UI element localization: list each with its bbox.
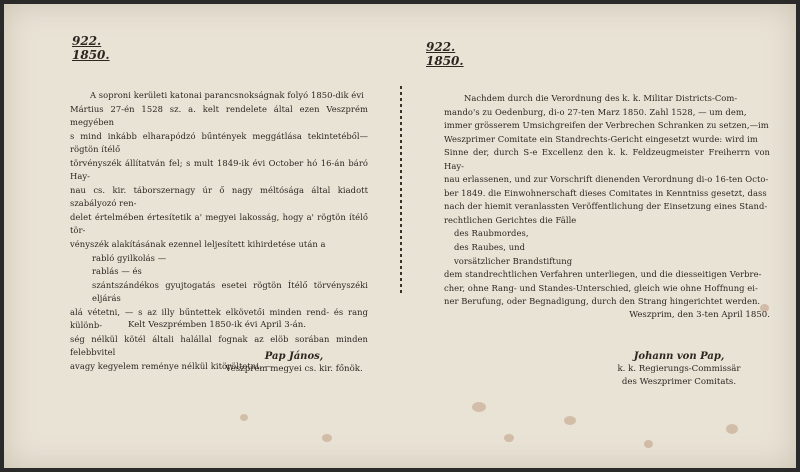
crime-item: vorsätzlicher Brandstiftung	[454, 255, 573, 266]
body-line: alá vétetni, — s az illy bűntettek elkövetői minden rend- és rang különb-	[70, 306, 368, 331]
year-text: 1850.	[426, 54, 464, 68]
body-line: dem standrechtlichen Verfahren unterliegen, und die diesseitigen Verbre-	[444, 269, 762, 280]
body-line: ség nélkül kötél általi halállal fognak az elöb sorában minden felebbvitel	[70, 333, 368, 358]
body-line: A soproni kerületi katonai parancsnokságnak folyó 1850-dik évi	[90, 90, 364, 100]
signer-name: Johann von Pap,	[633, 351, 725, 362]
place-date: Weszprim, den 3-ten April 1850.	[629, 310, 770, 320]
body-line: szántszándékos gyujtogatás esetei rögtön Ítélő törvényszéki eljárás	[92, 279, 368, 304]
number-text: 922.	[72, 34, 102, 48]
crime-item: des Raubmordes,	[454, 228, 529, 239]
body-line: Weszprimer Comitate ein Standrechts-Gericht eingesetzt wurde: wird im	[444, 133, 758, 144]
body-line: nau erlassenen, und zur Vorschrift dienenden Verordnung di-o 16-ten Octo-	[444, 174, 769, 185]
body-line: Nachdem durch die Verordnung des k. k. Militar Districts-Com-	[464, 93, 738, 103]
body-line: törvényszék állítatván fel; s mult 1849-ik évi October hó 16-án báró Hay-	[70, 157, 368, 182]
body-line: nach der hiemit veranlassten Veröffentlichung der Einsetzung eines Stand-	[444, 201, 768, 212]
place-date: Kelt Veszprémben 1850-ik évi April 3-án.	[128, 320, 307, 330]
body-line: rechtlichen Gerichtes die Fälle	[444, 214, 577, 225]
document-sheet	[4, 4, 796, 468]
body-line: nau cs. kir. táborszernagy úr ő nagy méltósága által kiadott szabályozó ren-	[70, 184, 368, 209]
document-number	[426, 40, 464, 68]
body-line: Sinne der, durch S-e Excellenz den k. k. Feldzeugmeister Freiherrn von Hay-	[444, 147, 770, 171]
signer-title: k. k. Regierungs-Commissär	[617, 364, 741, 374]
crime-list	[70, 252, 368, 279]
german-column	[414, 4, 790, 468]
crime-item: rablás — és	[92, 266, 142, 277]
document-number	[72, 34, 110, 62]
year-text: 1850.	[72, 48, 110, 62]
body-line: ber 1849. die Einwohnerschaft dieses Comitates in Kenntniss gesetzt, dass	[444, 187, 767, 198]
column-separator	[397, 86, 405, 294]
signer-name: Pap János,	[264, 351, 324, 362]
hungarian-body	[70, 89, 368, 373]
body-line: Mártius 27-én 1528 sz. a. kelt rendelete által ezen Veszprém megyében	[70, 103, 368, 128]
number-text: 922.	[426, 40, 456, 54]
body-line: ner Berufung, oder Begnadigung, durch den Strang hingerichtet werden.	[444, 296, 761, 307]
crime-item: des Raubes, und	[454, 242, 526, 253]
hungarian-column	[14, 4, 386, 468]
body-line: cher, ohne Rang- und Standes-Unterschied, gleich wie ohne Hoffnung ei-	[444, 282, 758, 293]
body-line: avagy kegyelem reménye nélkül kitöröltetni. —	[70, 360, 273, 371]
body-line: vényszék alakításának ezennel leljesített kihirdetése után a	[70, 239, 326, 250]
body-line: s mind inkább elharapódzó bűntények meggátlása tekintetéből—rögtön ítélő	[70, 130, 368, 155]
german-body	[444, 92, 770, 309]
signer-title: Veszprém megyei cs. kir. főnök.	[225, 364, 363, 374]
crime-item: rabló gyilkolás —	[92, 252, 167, 263]
signature-block	[194, 350, 394, 376]
body-line: delet értelmében értesítetik a' megyei lakosság, hogy a' rögtön ítélő tör-	[70, 211, 368, 236]
body-line: immer grösserem Umsichgreifen der Verbrechen Schranken zu setzen,—im	[444, 120, 769, 131]
signer-title: des Weszprimer Comitats.	[621, 377, 737, 387]
body-line: mando's zu Oedenburg, di-o 27-ten Marz 1850. Zahl 1528, — um dem,	[444, 106, 747, 117]
signature-block	[584, 350, 774, 389]
crime-list	[444, 227, 770, 268]
